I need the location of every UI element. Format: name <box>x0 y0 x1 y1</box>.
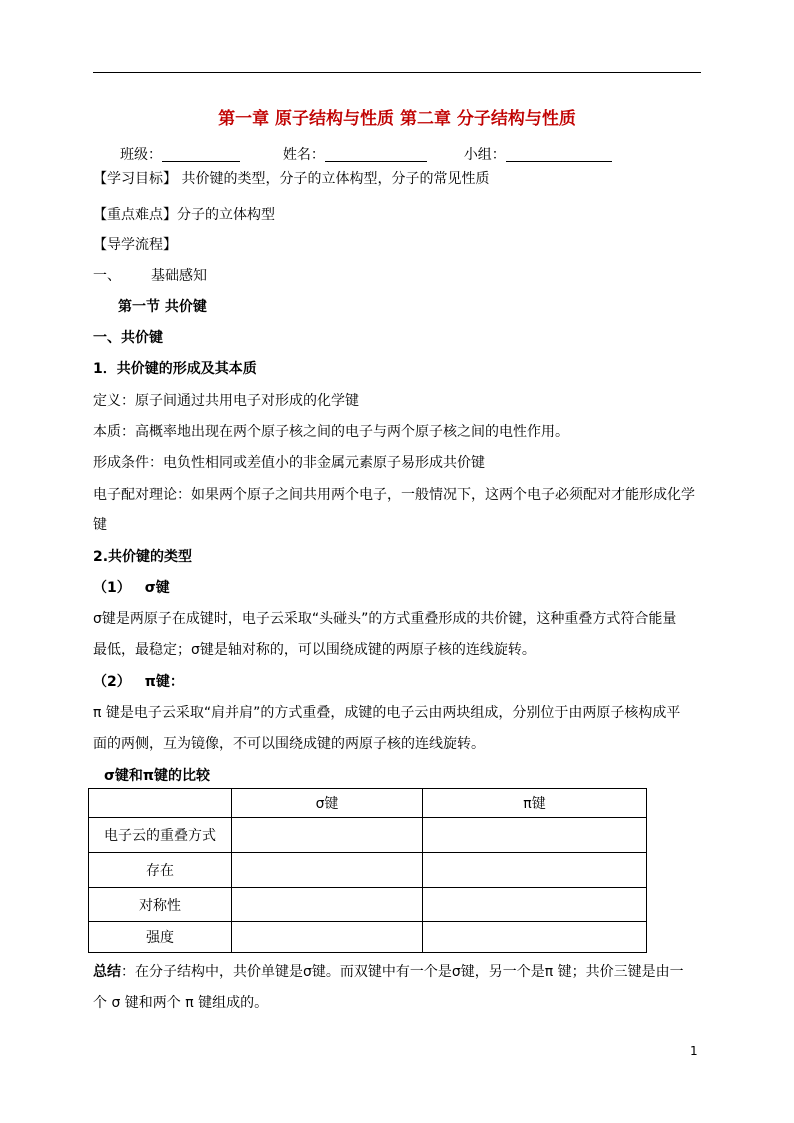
table-header-pi: π键 <box>423 789 647 818</box>
group-blank[interactable] <box>506 147 612 162</box>
row-label-existence: 存在 <box>89 853 232 888</box>
table-cell[interactable] <box>232 888 423 922</box>
definition-line: 定义：原子间通过共用电子对形成的化学键 <box>93 393 359 409</box>
row-label-strength: 强度 <box>89 922 232 953</box>
table-header-sigma: σ键 <box>232 789 423 818</box>
table-header-row <box>89 789 647 818</box>
table-row <box>89 853 647 888</box>
page-number: 1 <box>690 1044 698 1058</box>
table-row <box>89 922 647 953</box>
row-label-overlap: 电子云的重叠方式 <box>89 818 232 853</box>
name-blank[interactable] <box>325 147 427 162</box>
sigma-text-line-2: 最低，最稳定；σ键是轴对称的，可以围绕成键的两原子核的连线旋转。 <box>93 642 536 658</box>
row-label-symmetry: 对称性 <box>89 888 232 922</box>
table-cell[interactable] <box>423 922 647 953</box>
pi-text-line-2: 面的两侧，互为镜像，不可以围绕成键的两原子核的连线旋转。 <box>93 736 485 752</box>
class-blank[interactable] <box>162 147 240 162</box>
essence-line: 本质：高概率地出现在两个原子核之间的电子与两个原子核之间的电性作用。 <box>93 424 569 440</box>
sigma-heading <box>93 577 170 597</box>
table-cell[interactable] <box>232 853 423 888</box>
table-cell[interactable] <box>232 922 423 953</box>
objective-tag: 【学习目标】 <box>93 171 177 187</box>
table-cell[interactable] <box>423 888 647 922</box>
table-row <box>89 888 647 922</box>
sigma-heading-text: σ键 <box>144 580 170 596</box>
header-rule <box>93 72 701 73</box>
subsection-bond-types: 2.共价键的类型 <box>93 549 193 565</box>
class-label: 班级： <box>120 147 162 163</box>
header-fields-row <box>120 144 612 164</box>
sigma-text-line-1: σ键是两原子在成键时，电子云采取“头碰头”的方式重叠形成的共价键，这种重叠方式符合能量 <box>93 611 677 627</box>
condition-line: 形成条件：电负性相同或差值小的非金属元素原子易形成共价键 <box>93 455 485 471</box>
group-label: 小组： <box>463 147 506 163</box>
pi-heading-number: （2） <box>93 674 131 690</box>
objective-line <box>93 168 489 188</box>
subsection-covalent-bond: 一、共价键 <box>93 330 163 346</box>
subsection-formation: 1．共价键的形成及其本质 <box>93 361 257 377</box>
pi-text-line-1: π 键是电子云采取“肩并肩”的方式重叠，成键的电子云由两块组成，分别位于由两原子核构成平 <box>93 705 681 721</box>
part-one-number: 一、 <box>93 268 121 284</box>
pairing-theory-line-1: 电子配对理论：如果两个原子之间共用两个电子，一般情况下，这两个电子必须配对才能形成化学 <box>93 487 695 503</box>
table-cell[interactable] <box>232 818 423 853</box>
key-points-line <box>93 204 275 224</box>
comparison-title: σ键和π键的比较 <box>104 768 210 784</box>
section-heading: 第一节 共价键 <box>118 299 207 315</box>
summary-text-1: ：在分子结构中，共价单键是σ键。而双键中有一个是σ键，另一个是π 键；共价三键是由一 <box>121 964 684 980</box>
summary-line-1 <box>93 961 684 981</box>
pairing-theory-line-2: 键 <box>93 517 107 533</box>
key-points-text: 分子的立体构型 <box>177 207 275 223</box>
pi-heading-text: π键： <box>144 674 184 690</box>
part-one-line <box>93 265 207 285</box>
comparison-table <box>88 788 647 953</box>
table-cell[interactable] <box>423 818 647 853</box>
summary-line-2: 个 σ 键和两个 π 键组成的。 <box>93 995 269 1011</box>
summary-tag: 总结 <box>93 964 121 980</box>
table-cell[interactable] <box>423 853 647 888</box>
page-title: 第一章 原子结构与性质 第二章 分子结构与性质 <box>218 109 576 129</box>
sigma-heading-number: （1） <box>93 580 131 596</box>
pi-heading <box>93 671 184 691</box>
guide-heading: 【导学流程】 <box>93 237 177 253</box>
key-points-tag: 【重点难点】 <box>93 207 177 223</box>
table-header-cell <box>89 789 232 818</box>
objective-text: 共价键的类型，分子的立体构型，分子的常见性质 <box>181 171 490 187</box>
name-label: 姓名： <box>282 147 325 163</box>
part-one-text: 基础感知 <box>151 268 207 284</box>
table-row <box>89 818 647 853</box>
